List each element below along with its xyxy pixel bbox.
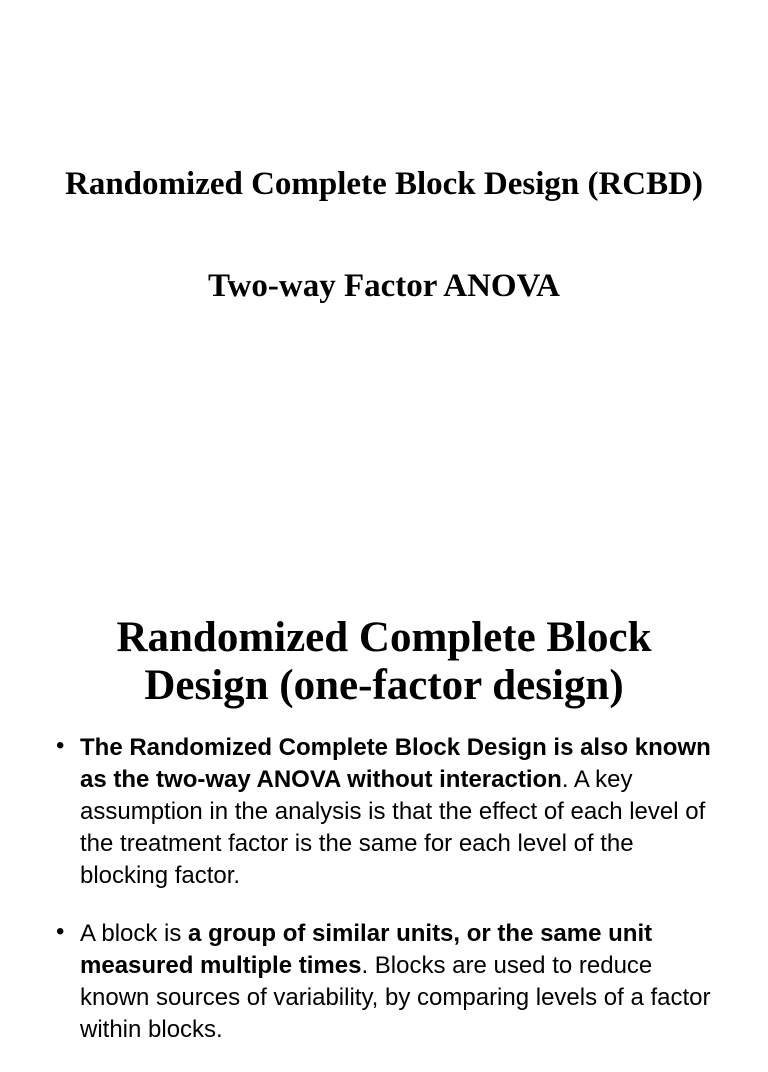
bullet-list: [56, 732, 716, 1072]
content-slide: [0, 576, 768, 1043]
bullet-1-bold-text: The Randomized Complete Block Design is also known as the two-way ANOVA without interaction: [80, 734, 711, 793]
slide-title: [40, 614, 728, 710]
slide-title-line-2: Design (one-factor design): [144, 662, 624, 709]
presentation-subtitle: Two-way Factor ANOVA: [208, 268, 560, 304]
bullet-2-text: . Blocks are used to reduce known sources of variability, by comparing levels of a factor within blocks.: [80, 952, 711, 1043]
bullet-1-text: . A key assumption in the analysis is that the effect of each level of the treatment factor is the same for each level of the blocking factor.: [80, 766, 706, 889]
bullet-dot-icon: •: [56, 732, 65, 759]
bullet-2-lead-text: A block is: [80, 920, 189, 947]
bullet-item-1: [56, 732, 716, 892]
presentation-title: Randomized Complete Block Design (RCBD): [65, 166, 703, 202]
bullet-item-2: [56, 918, 716, 1046]
slide-title-line-1: Randomized Complete Block: [116, 614, 652, 661]
bullet-2-bold-text: a group of similar units, or the same unit measured multiple times: [80, 920, 653, 979]
bullet-dot-icon: •: [56, 918, 65, 945]
